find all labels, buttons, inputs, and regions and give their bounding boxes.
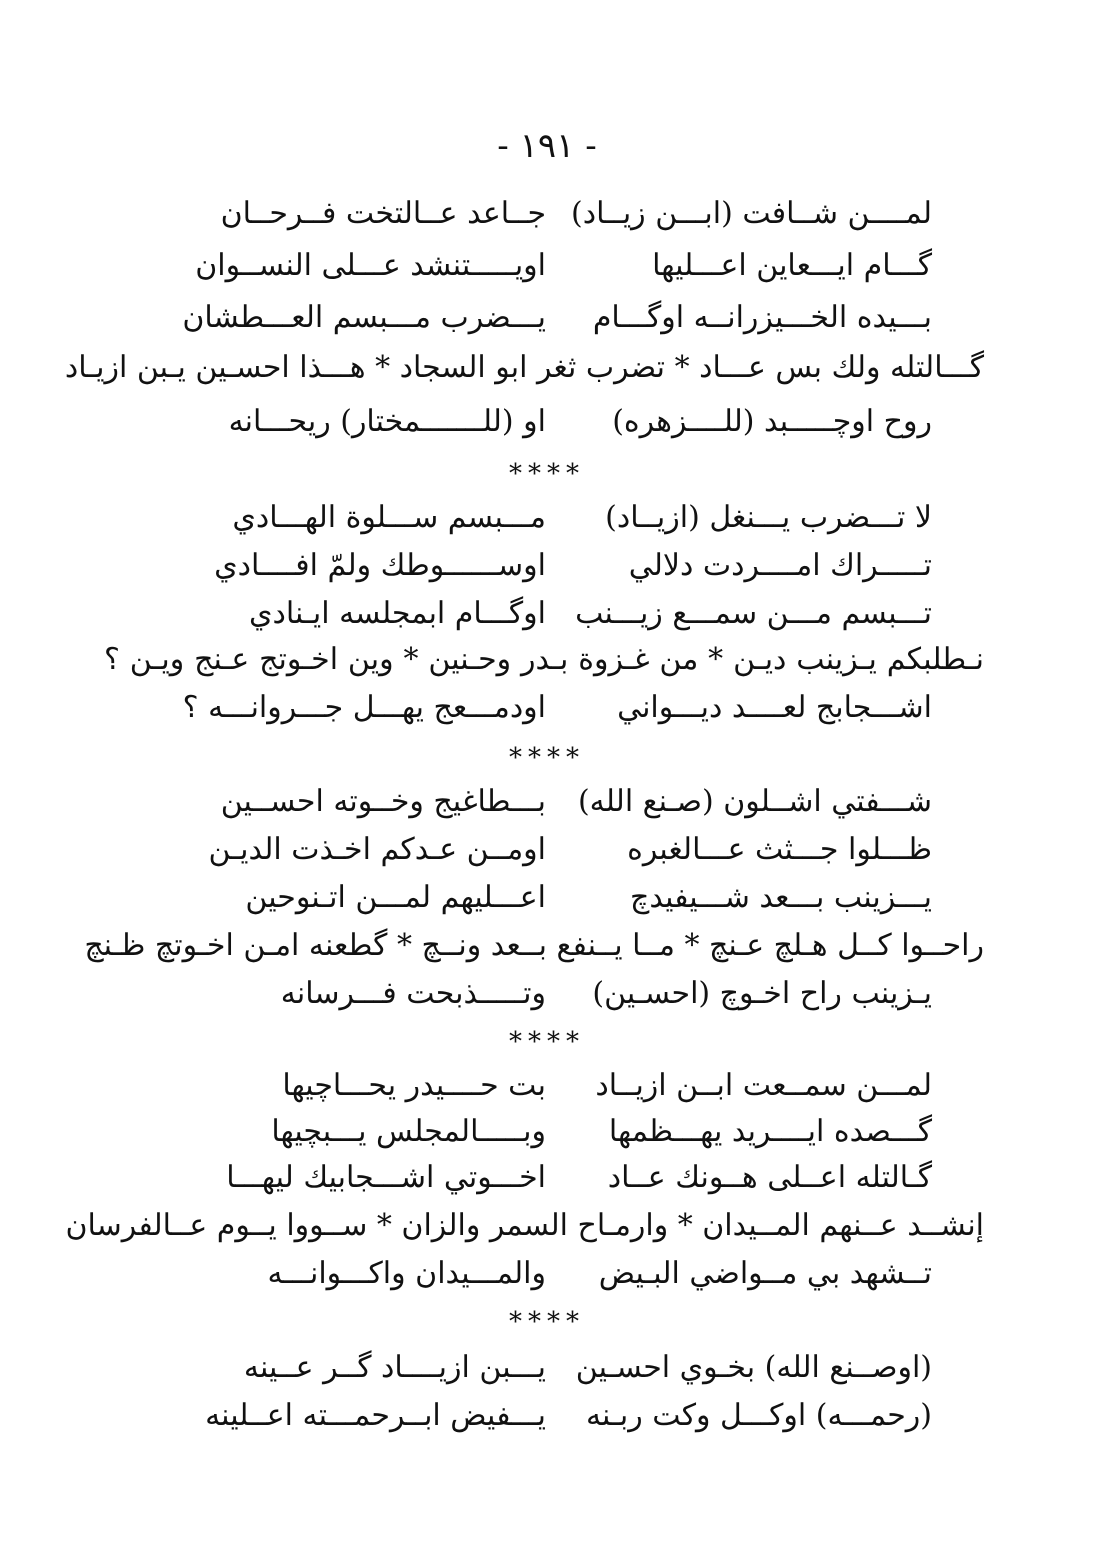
- couplet-right-hemistich: (اوصــنع الله) بخـوي احسـين: [575, 1350, 932, 1385]
- couplet-right-hemistich: لا تـــضرب يـــنغل (ازيــاد): [605, 500, 932, 535]
- couplet-left-hemistich: اودمـــعج يهـــل جـــروانـــه ؟: [182, 690, 546, 725]
- poem-couplet: [0, 544, 1094, 588]
- poem-full-line: راحــوا كــل هـلچ عـنچ * مــا يــنفع بــعد ونــچ * گطعنه امـن اخـوتچ ظـنچ: [84, 928, 984, 963]
- poem-couplet: [0, 296, 1094, 340]
- section-separator: ****: [509, 459, 585, 489]
- poem-full-line: گـــالتله ولك بس عـــاد * تضرب ثغر ابو السجاد * هـــذا احسـين يـبن ازيـاد: [64, 350, 984, 385]
- poem-couplet: [0, 1110, 1094, 1154]
- poem-full-line: إنشــد عــنهم المــيدان * وارمـاح السمر والزان * ســووا يــوم عــالفرسان: [65, 1208, 984, 1243]
- poem-couplet: [0, 1394, 1094, 1438]
- couplet-left-hemistich: اويـــــتنشد عـــلى النســوان: [195, 248, 546, 283]
- couplet-left-hemistich: وتـــــذبحت فـــرسانه: [280, 976, 546, 1011]
- poem-couplet: [0, 780, 1094, 824]
- couplet-left-hemistich: اخـــوتي اشـــجابيك ليهـــا: [226, 1160, 546, 1195]
- poem-couplet: [0, 972, 1094, 1016]
- poem-couplet: [0, 1252, 1094, 1296]
- couplet-left-hemistich: جــاعد عــالتخت فــرحــان: [220, 196, 546, 231]
- couplet-right-hemistich: يـــزينب بـــعد شـــيفيدچ: [629, 880, 932, 915]
- couplet-left-hemistich: يـــفيض ابــرحمـــته اعــلينه: [205, 1398, 546, 1433]
- couplet-right-hemistich: لمـــن سمــعت ابــن ازيــاد: [595, 1068, 932, 1103]
- poem-couplet: [0, 244, 1094, 288]
- couplet-left-hemistich: مـــبسم ســـلوة الهـــادي: [232, 500, 546, 535]
- couplet-right-hemistich: يـزينب راح اخـوچ (احسـين): [592, 976, 932, 1011]
- poem-couplet: [0, 192, 1094, 236]
- poem-couplet: [0, 828, 1094, 872]
- couplet-left-hemistich: اوســــــوطك ولمّ افــــادي: [214, 548, 546, 583]
- couplet-left-hemistich: وبـــــالمجلس يـــبچيها: [271, 1114, 546, 1149]
- poem-couplet: [0, 592, 1094, 636]
- poem-full-line: نـطلبكم يـزينب ديـن * من غـزوة بـدر وحـنين * وين اخـوتج عـنج ويـن ؟: [104, 642, 984, 677]
- poem-couplet: [0, 1064, 1094, 1108]
- couplet-right-hemistich: تــشهد بي مــواضي البـيض: [598, 1256, 932, 1291]
- couplet-right-hemistich: روح اوچـــــبد (للــــزهره): [612, 404, 932, 439]
- couplet-right-hemistich: تـــبسم مـــن سمـــع زيـــنب: [575, 596, 932, 631]
- couplet-left-hemistich: اعـــليهم لمـــن اتـنوحين: [245, 880, 546, 915]
- couplet-right-hemistich: اشـــجابج لعــــد ديـــواني: [617, 690, 932, 725]
- poem-couplet: [0, 1346, 1094, 1390]
- couplet-left-hemistich: اومــن عـدكم اخـذت الديـن: [208, 832, 546, 867]
- page-number: - ١٩١ -: [497, 126, 597, 166]
- couplet-right-hemistich: گـالتله اعــلى هــونك عــاد: [607, 1160, 932, 1195]
- poem-couplet: [0, 876, 1094, 920]
- section-separator: ****: [509, 743, 585, 773]
- section-separator: ****: [509, 1307, 585, 1337]
- couplet-right-hemistich: ظـــلوا جـــثث عـــالغبره: [627, 832, 932, 867]
- couplet-right-hemistich: لمــــن شــافت (ابـــن زيــاد): [571, 196, 932, 231]
- poem-couplet: [0, 686, 1094, 730]
- couplet-left-hemistich: اوگـــام ابمجلسه ايـنادي: [249, 596, 546, 631]
- couplet-left-hemistich: يـــبن ازيــــاد گــر عــينه: [243, 1350, 546, 1385]
- couplet-right-hemistich: شـــفتي اشــلون (صـنع الله): [577, 784, 932, 819]
- couplet-left-hemistich: بت حــــيدر يحـــاچيها: [282, 1068, 546, 1103]
- section-separator: ****: [509, 1027, 585, 1057]
- couplet-left-hemistich: بـــطاغيج وخــوته احســين: [220, 784, 546, 819]
- couplet-left-hemistich: والمـــيدان واكـــوانـــه: [267, 1256, 546, 1291]
- poem-couplet: [0, 496, 1094, 540]
- couplet-right-hemistich: تـــــراك امــــردت دلالي: [628, 548, 932, 583]
- couplet-left-hemistich: يـــضرب مـــبسم العـــطشان: [182, 300, 546, 335]
- poem-couplet: [0, 400, 1094, 444]
- couplet-right-hemistich: گـــام ايـــعاين اعـــليها: [652, 248, 932, 283]
- couplet-right-hemistich: گـــصده ايــــريد يهـــظمها: [608, 1114, 932, 1149]
- couplet-left-hemistich: او (للـــــــمختار) ريحـــانه: [228, 404, 546, 439]
- poem-couplet: [0, 1156, 1094, 1200]
- couplet-right-hemistich: (رحمـــه) اوكـــل وكت ربـنه: [585, 1398, 932, 1433]
- couplet-right-hemistich: بـــيده الخـــيزرانــه اوگـــام: [592, 300, 932, 335]
